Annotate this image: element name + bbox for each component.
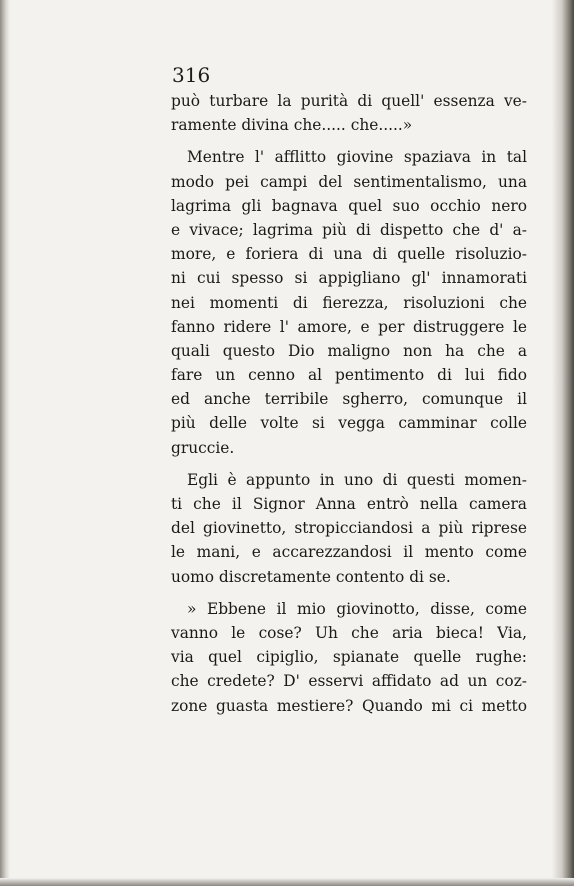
page-number: 316 <box>172 63 211 87</box>
text-line: le mani, e accarezzandosi il mento come <box>171 543 527 562</box>
text-line: uomo discretamente contento di se. <box>171 567 451 586</box>
paragraph-3 <box>171 468 527 589</box>
text-line: lagrima gli bagnava quel suo occhio nero <box>171 196 527 215</box>
text-line: quali questo Dio maligno non ha che a <box>171 341 527 360</box>
text-line: ramente divina che..... che.....» <box>171 116 413 135</box>
text-line: Egli è appunto in uno di questi momen- <box>187 470 527 489</box>
page-left-shadow <box>0 0 10 886</box>
paragraph-4 <box>171 597 527 718</box>
text-line: via quel cipiglio, spianate quelle rughe: <box>171 648 527 667</box>
text-line: può turbare la purità di quell' essenza ve- <box>171 92 527 110</box>
page-binding-shadow <box>552 0 574 886</box>
text-line: che credete? D' esservi affidato ad un coz- <box>171 672 527 691</box>
paragraph-2 <box>171 145 527 459</box>
text-line: fanno ridere l' amore, e per distruggere le <box>171 317 527 336</box>
paragraph-1 <box>171 89 527 137</box>
text-line: zone guasta mestiere? Quando mi ci metto <box>171 696 527 715</box>
text-line: ed anche terribile sgherro, comunque il <box>171 390 527 409</box>
text-line: fare un cenno al pentimento di lui fido <box>171 366 527 385</box>
text-line: modo pei campi del sentimentalismo, una <box>171 172 527 191</box>
text-line: del giovinetto, stropicciandosi a più riprese <box>171 519 527 538</box>
text-line: nei momenti di fierezza, risoluzioni che <box>171 293 527 312</box>
text-line: » Ebbene il mio giovinotto, disse, come <box>187 599 527 618</box>
text-line: e vivace; lagrima più di dispetto che d' a- <box>171 220 527 239</box>
text-line: più delle volte si vegga camminar colle <box>171 414 527 433</box>
text-line: more, e foriera di una di quelle risoluzio- <box>171 245 527 264</box>
text-line: Mentre l' afflitto giovine spaziava in tal <box>187 148 527 167</box>
text-line: vanno le cose? Uh che aria bieca! Via, <box>171 623 527 642</box>
page-bottom-shadow <box>0 878 574 886</box>
text-line: ni cui spesso si appigliano gl' innamorati <box>171 269 527 288</box>
text-line: ti che il Signor Anna entrò nella camera <box>171 495 527 513</box>
text-line: gruccie. <box>171 438 235 457</box>
body-text <box>171 89 527 718</box>
